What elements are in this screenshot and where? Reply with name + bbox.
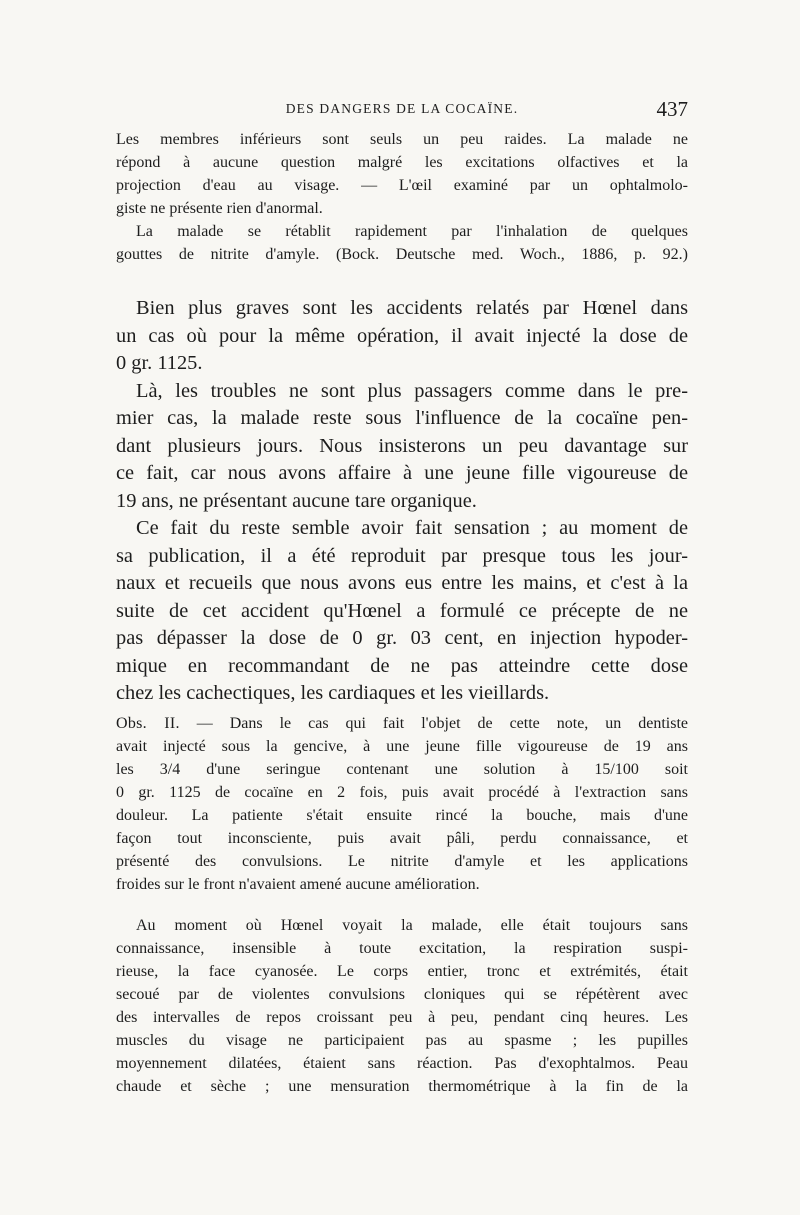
text-line: La malade se rétablit rapidement par l'inhalation de quelques [136,223,688,240]
text-line: mier cas, la malade reste sous l'influence de la cocaïne pen- [116,407,688,429]
text-line: projection d'eau au visage. — L'œil examiné par un ophtalmolo- [116,177,688,194]
text-line: un cas où pour la même opération, il avait injecté la dose de [116,324,688,347]
text-line [116,712,688,735]
text-line: Bien plus graves sont les accidents relatés par Hœnel dans [136,297,688,319]
running-title: DES DANGERS DE LA COCAÏNE. [285,101,519,116]
text-line: giste ne présente rien d'anormal. [116,200,323,217]
text-line: Ce fait du reste semble avoir fait sensation ; au moment de [136,517,688,539]
text-line: chez les cachectiques, les cardiaques et les vieillards. [116,682,550,704]
running-head [116,97,688,121]
text-line: froides sur le front n'avaient amené aucune amélioration. [116,876,480,893]
text-line: connaissance, insensible à toute excitation, la respiration suspi- [116,940,688,957]
text-line: répond à aucune question malgré les excitations olfactives et la [116,154,688,171]
observation-continuation-block [116,914,688,1098]
text-line: Au moment où Hœnel voyait la malade, elle était toujours sans [136,917,688,934]
text-line: rieuse, la face cyanosée. Le corps entier, tronc et extrémités, était [116,963,688,980]
observation-block [116,712,688,896]
text-line: présenté des convulsions. Le nitrite d'amyle et les applications [116,853,688,870]
text-line: 0 gr. 1125. [116,352,203,374]
text-line: douleur. La patiente s'était ensuite rincé la bouche, mais d'une [116,807,688,824]
text-line: les 3/4 d'une seringue contenant une solution à 15/100 soit [116,761,688,778]
text-line: façon tout inconsciente, puis avait pâli, perdu connaissance, et [116,830,688,847]
text-line: 19 ans, ne présentant aucune tare organique. [116,489,477,512]
text-line: 0 gr. 1125 de cocaïne en 2 fois, puis avait procédé à l'extraction sans [116,784,688,801]
text-line: muscles du visage ne participaient pas au spasme ; les pupilles [116,1032,688,1049]
text-line: sa publication, il a été reproduit par presque tous les jour- [116,544,688,567]
text-line: avait injecté sous la gencive, à une jeune fille vigoureuse de 19 ans [116,738,688,755]
text-line: dant plusieurs jours. Nous insisterons un peu davantage sur [116,434,688,457]
text-line: Les membres inférieurs sont seuls un peu raides. La malade ne [116,131,688,148]
page-number: 437 [656,97,688,121]
paragraph-block-main-text [116,295,688,708]
text-line: mique en recommandant de ne pas atteindre cette dose [116,654,688,677]
text-line: gouttes de nitrite d'amyle. (Bock. Deutsche med. Woch., 1886, p. 92.) [116,246,688,263]
text-line: pas dépasser la dose de 0 gr. 03 cent, en injection hypoder- [116,627,688,649]
text-line: Là, les troubles ne sont plus passagers comme dans le pre- [136,379,688,402]
text-line-rest: — Dans le cas qui fait l'objet de cette note, un dentiste [196,715,688,732]
text-line: naux et recueils que nous avons eus entre les mains, et c'est à la [116,572,688,594]
text-line: chaude et sèche ; une mensuration thermométrique à la fin de la [116,1078,688,1095]
text-line: secoué par de violentes convulsions cloniques qui se répétèrent avec [116,986,688,1003]
text-line: ce fait, car nous avons affaire à une jeune fille vigoureuse de [116,462,688,484]
text-line: des intervalles de repos croissant peu à peu, pendant cinq heures. Les [116,1009,688,1026]
observation-label: Obs. II. [116,715,180,732]
text-line: moyennement dilatées, étaient sans réaction. Pas d'exophtalmos. Peau [116,1055,688,1072]
text-line: suite de cet accident qu'Hœnel a formulé ce précepte de ne [116,599,688,622]
paragraph-block-case-end [116,128,688,266]
